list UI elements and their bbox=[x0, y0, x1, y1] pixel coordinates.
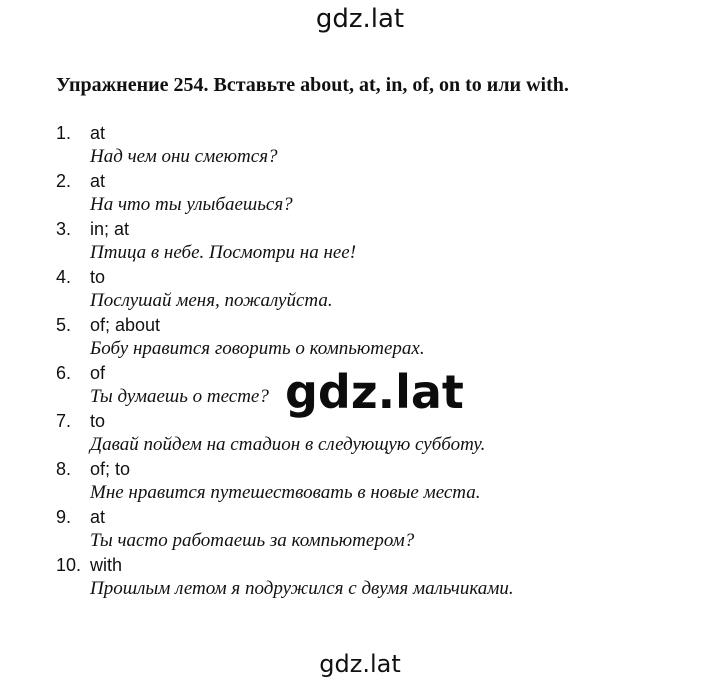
item-answer: with bbox=[90, 555, 123, 575]
watermark-center: gdz.lat bbox=[285, 365, 464, 419]
item-translation: Ты часто работаешь за компьютером? bbox=[90, 530, 415, 551]
item-number: 7. bbox=[56, 411, 72, 431]
item-translation: Прошлым летом я подружился с двумя мальчиками. bbox=[90, 578, 514, 599]
item-number: 3. bbox=[56, 219, 72, 239]
item-number: 2. bbox=[56, 171, 72, 191]
item-number: 8. bbox=[56, 459, 72, 479]
item-number: 4. bbox=[56, 267, 72, 287]
item-translation: Над чем они смеются? bbox=[90, 146, 278, 167]
item-number: 10. bbox=[56, 555, 82, 575]
item-number: 1. bbox=[56, 123, 72, 143]
item-number: 5. bbox=[56, 315, 72, 335]
item-answer: of bbox=[90, 363, 106, 383]
item-translation: Давай пойдем на стадион в следующую субботу. bbox=[90, 434, 486, 455]
item-translation: Бобу нравится говорить о компьютерах. bbox=[90, 338, 425, 359]
exercise-title: Упражнение 254. Вставьте about, at, in, of, on to или with. bbox=[56, 74, 569, 96]
item-answer: of; to bbox=[90, 459, 131, 479]
item-translation: Мне нравится путешествовать в новые места. bbox=[90, 482, 481, 503]
item-answer: at bbox=[90, 123, 106, 143]
item-answer: at bbox=[90, 507, 106, 527]
item-translation: Ты думаешь о тесте? bbox=[90, 386, 269, 407]
item-number: 6. bbox=[56, 363, 72, 383]
item-number: 9. bbox=[56, 507, 72, 527]
item-answer: to bbox=[90, 267, 106, 287]
watermark-top: gdz.lat bbox=[315, 4, 405, 34]
item-translation: Птица в небе. Посмотри на нее! bbox=[90, 242, 357, 263]
item-answer: in; at bbox=[90, 219, 130, 239]
item-answer: of; about bbox=[90, 315, 161, 335]
item-answer: at bbox=[90, 171, 106, 191]
watermark-bottom: gdz.lat bbox=[319, 650, 401, 678]
item-translation: На что ты улыбаешься? bbox=[90, 194, 293, 215]
item-translation: Послушай меня, пожалуйста. bbox=[90, 290, 333, 311]
item-answer: to bbox=[90, 411, 106, 431]
